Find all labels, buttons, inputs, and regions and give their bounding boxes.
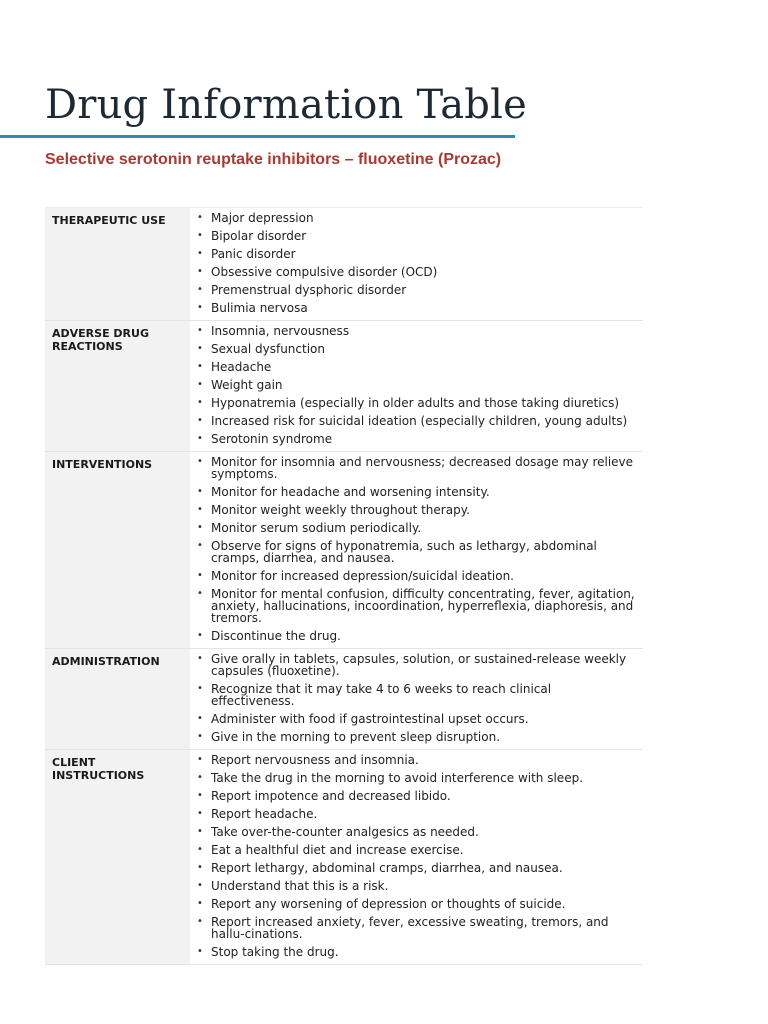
- row-content: [190, 649, 643, 750]
- list-item: • Obsessive compulsive disorder (OCD): [197, 266, 637, 278]
- page-title: Drug Information Table: [45, 82, 527, 128]
- list-item: • Recognize that it may take 4 to 6 weeks to reach clinical effectiveness.: [197, 683, 637, 707]
- list-item: • Premenstrual dysphoric disorder: [197, 284, 637, 296]
- page-subtitle: Selective serotonin reuptake inhibitors – fluoxetine (Prozac): [45, 151, 502, 168]
- row-label: ADVERSE DRUG REACTIONS: [45, 321, 190, 452]
- list-item: • Bipolar disorder: [197, 230, 637, 242]
- list-item: • Report lethargy, abdominal cramps, diarrhea, and nausea.: [197, 862, 637, 874]
- bullet-list: [197, 325, 637, 445]
- table-row: [45, 649, 643, 750]
- list-item: • Bulimia nervosa: [197, 302, 637, 314]
- list-item: • Increased risk for suicidal ideation (especially children, young adults): [197, 415, 637, 427]
- row-label: CLIENT INSTRUCTIONS: [45, 750, 190, 965]
- list-item: • Monitor for increased depression/suicidal ideation.: [197, 570, 637, 582]
- list-item: • Report impotence and decreased libido.: [197, 790, 637, 802]
- row-content: [190, 321, 643, 452]
- list-item: • Observe for signs of hyponatremia, such as lethargy, abdominal cramps, diarrhea, and nausea.: [197, 540, 637, 564]
- list-item: • Panic disorder: [197, 248, 637, 260]
- list-item: • Headache: [197, 361, 637, 373]
- row-content: [190, 452, 643, 649]
- list-item: • Monitor for mental confusion, difficulty concentrating, fever, agitation, anxiety, hallucinations, incoordination, hyperreflexia, diaphoresis, and tremors.: [197, 588, 637, 624]
- list-item: • Administer with food if gastrointestinal upset occurs.: [197, 713, 637, 725]
- list-item: • Major depression: [197, 212, 637, 224]
- bullet-list: [197, 653, 637, 743]
- row-label: ADMINISTRATION: [45, 649, 190, 750]
- list-item: • Monitor for headache and worsening intensity.: [197, 486, 637, 498]
- list-item: • Report nervousness and insomnia.: [197, 754, 637, 766]
- table-row: [45, 452, 643, 649]
- row-content: [190, 750, 643, 965]
- table-row: [45, 208, 643, 321]
- list-item: • Monitor weight weekly throughout therapy.: [197, 504, 637, 516]
- list-item: • Insomnia, nervousness: [197, 325, 637, 337]
- bullet-list: [197, 754, 637, 958]
- row-label: THERAPEUTIC USE: [45, 208, 190, 321]
- list-item: • Hyponatremia (especially in older adults and those taking diuretics): [197, 397, 637, 409]
- bullet-list: [197, 212, 637, 314]
- list-item: • Sexual dysfunction: [197, 343, 637, 355]
- list-item: • Give in the morning to prevent sleep disruption.: [197, 731, 637, 743]
- drug-info-table: [45, 207, 643, 965]
- list-item: • Eat a healthful diet and increase exercise.: [197, 844, 637, 856]
- bullet-list: [197, 456, 637, 642]
- list-item: • Take the drug in the morning to avoid interference with sleep.: [197, 772, 637, 784]
- row-label: INTERVENTIONS: [45, 452, 190, 649]
- title-underline: [0, 135, 515, 138]
- table-row: [45, 321, 643, 452]
- list-item: • Understand that this is a risk.: [197, 880, 637, 892]
- list-item: • Monitor serum sodium periodically.: [197, 522, 637, 534]
- list-item: • Monitor for insomnia and nervousness; decreased dosage may relieve symptoms.: [197, 456, 637, 480]
- drug-info-rows: [45, 208, 643, 965]
- table-row: [45, 750, 643, 965]
- list-item: • Stop taking the drug.: [197, 946, 637, 958]
- list-item: • Report any worsening of depression or thoughts of suicide.: [197, 898, 637, 910]
- list-item: • Take over-the-counter analgesics as needed.: [197, 826, 637, 838]
- list-item: • Report increased anxiety, fever, excessive sweating, tremors, and hallu-cinations.: [197, 916, 637, 940]
- row-content: [190, 208, 643, 321]
- list-item: • Give orally in tablets, capsules, solution, or sustained-release weekly capsules (fluoxetine).: [197, 653, 637, 677]
- list-item: • Discontinue the drug.: [197, 630, 637, 642]
- list-item: • Weight gain: [197, 379, 637, 391]
- list-item: • Report headache.: [197, 808, 637, 820]
- list-item: • Serotonin syndrome: [197, 433, 637, 445]
